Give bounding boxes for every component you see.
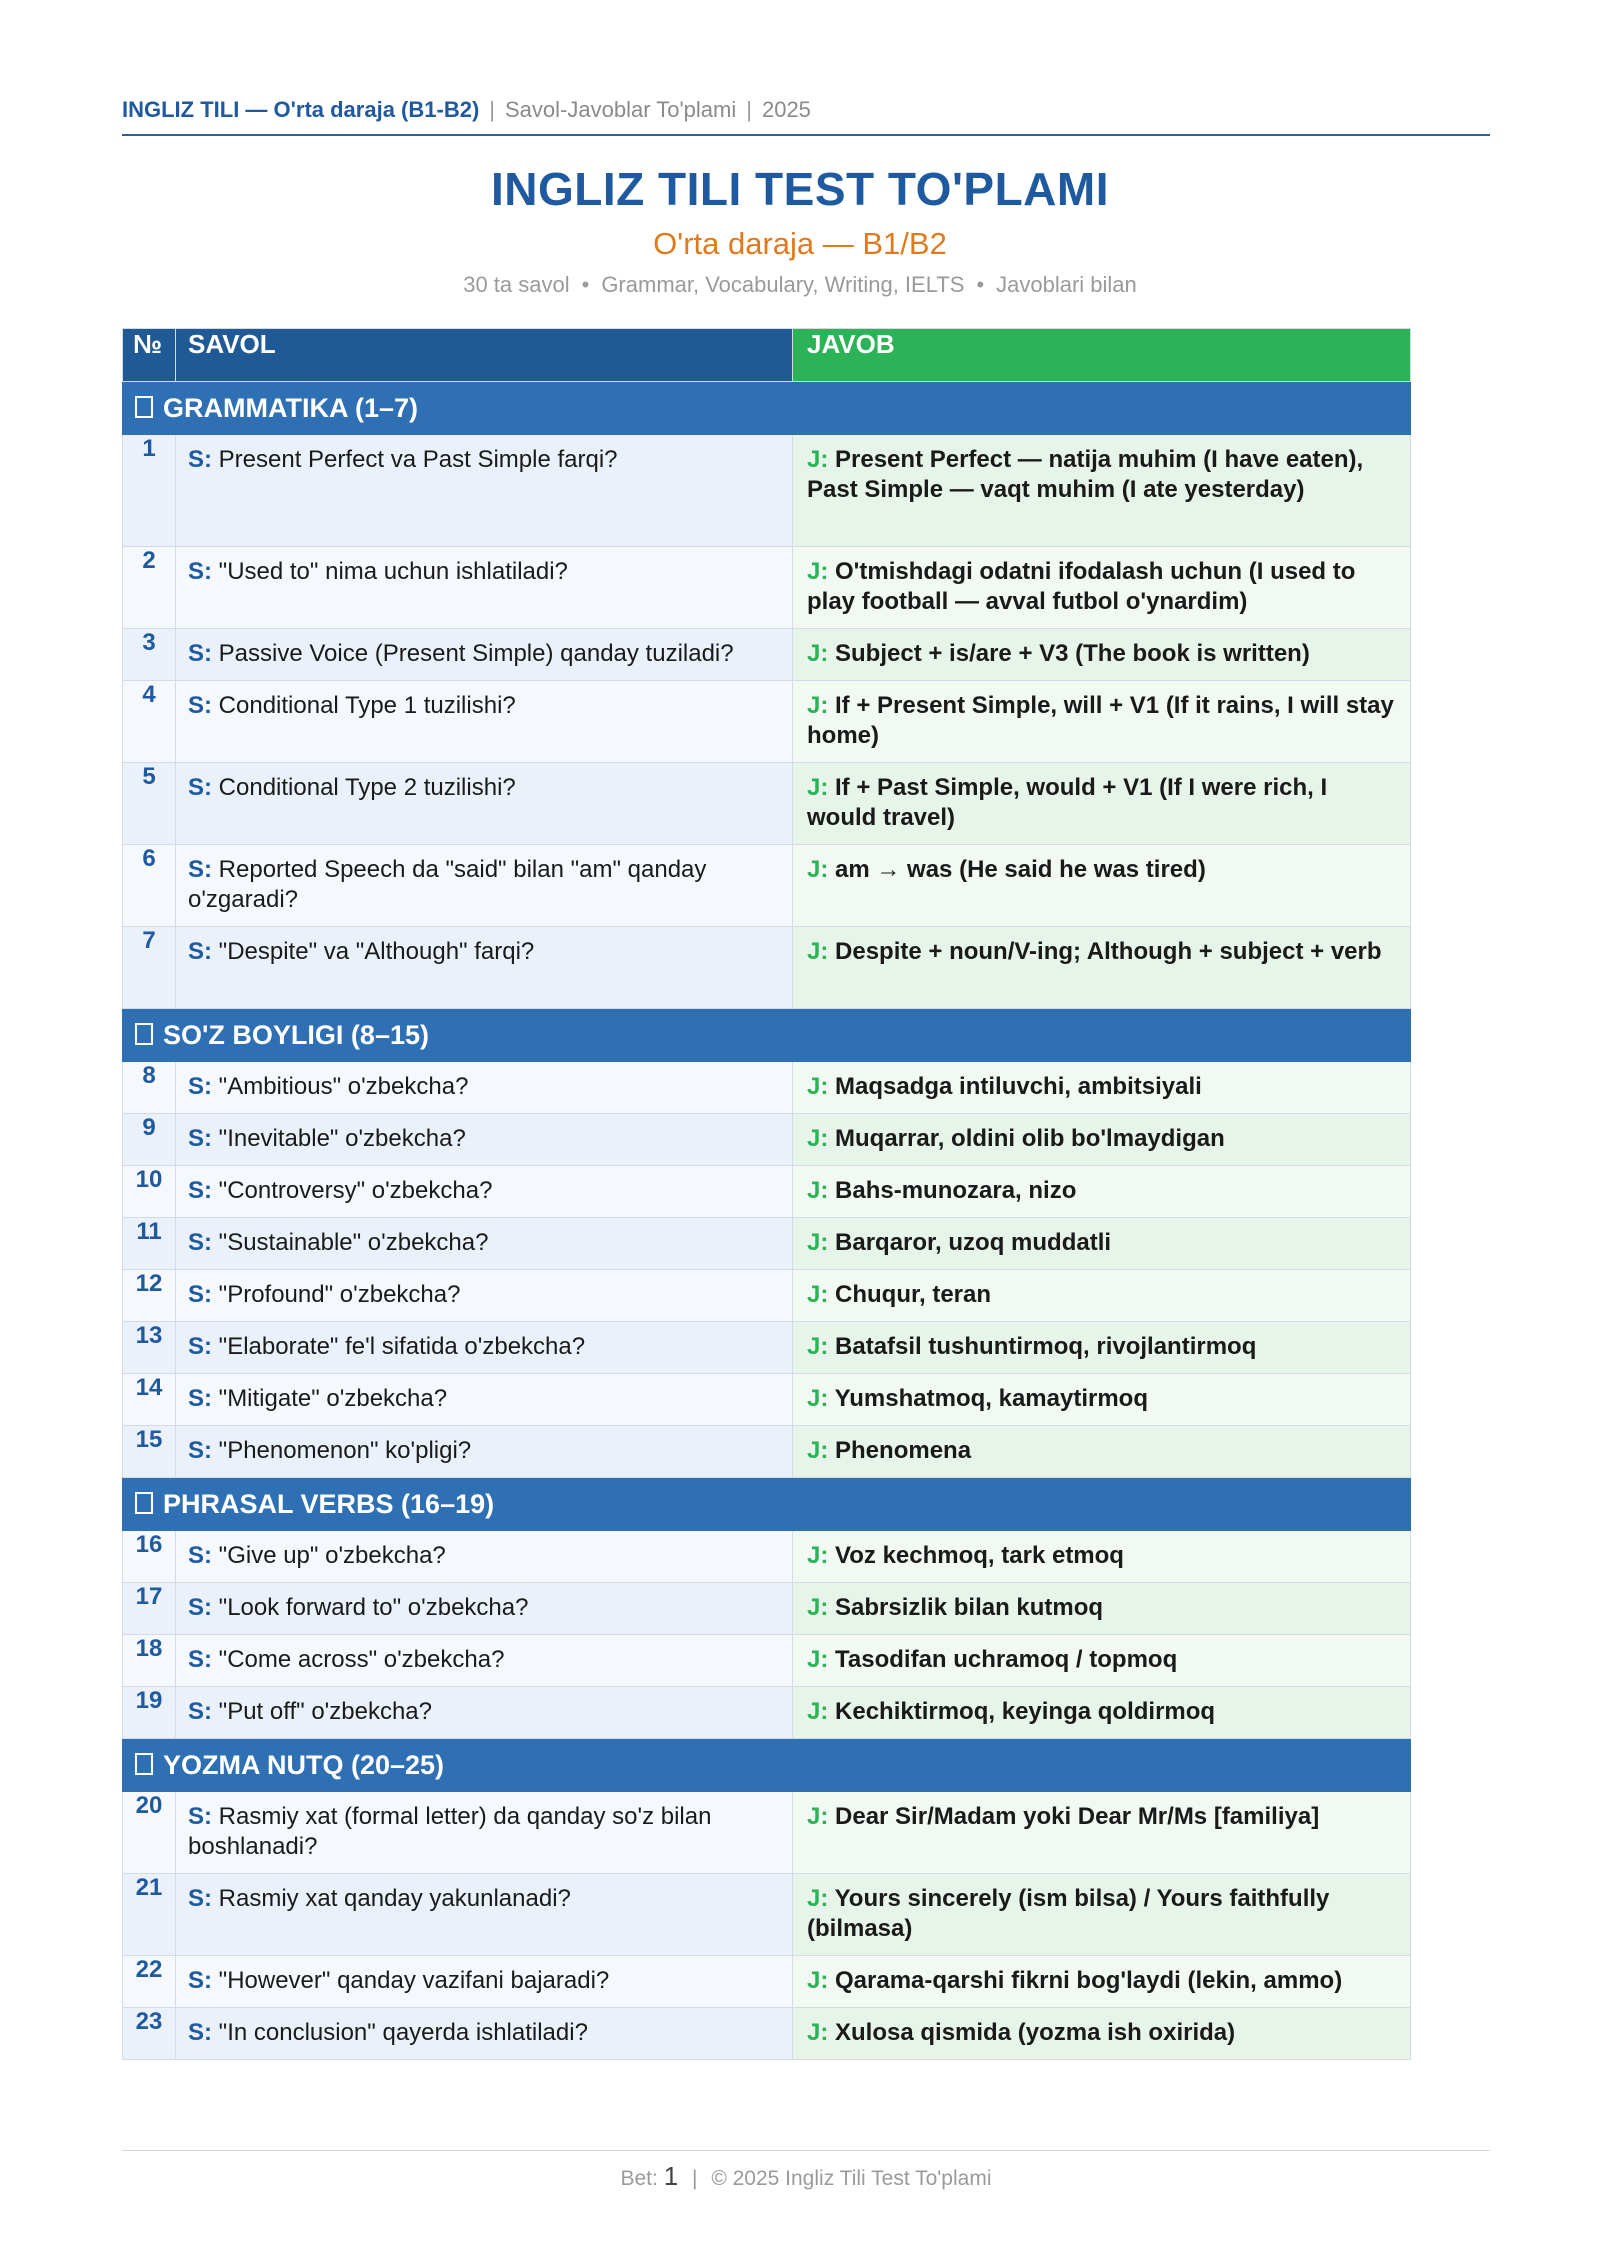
answer-cell bbox=[793, 2008, 1411, 2060]
answer-prefix: J: bbox=[807, 1177, 829, 1204]
section-title: GRAMMATIKA (1–7) bbox=[163, 392, 418, 423]
answer-prefix: J: bbox=[807, 1229, 829, 1256]
answer-cell bbox=[793, 681, 1411, 763]
question-number: 4 bbox=[123, 681, 176, 763]
question-prefix: S: bbox=[188, 1437, 212, 1464]
question-prefix: S: bbox=[188, 1177, 212, 1204]
running-header bbox=[122, 96, 1490, 136]
question-prefix: S: bbox=[188, 774, 212, 801]
question-cell bbox=[176, 1874, 793, 1956]
answer-cell bbox=[793, 1531, 1411, 1583]
question-cell bbox=[176, 763, 793, 845]
answer-text: Phenomena bbox=[835, 1437, 972, 1464]
section-header bbox=[123, 382, 1411, 435]
question-cell bbox=[176, 1687, 793, 1739]
table-row bbox=[123, 1114, 1411, 1166]
answer-cell bbox=[793, 1874, 1411, 1956]
question-text: "Used to" nima uchun ishlatiladi? bbox=[218, 558, 568, 585]
question-cell bbox=[176, 1166, 793, 1218]
section-header bbox=[123, 1739, 1411, 1792]
footer-page-label: Bet: bbox=[620, 2167, 658, 2190]
answer-text: O'tmishdagi odatni ifodalash uchun (I used to play football — avval futbol o'ynardim) bbox=[807, 558, 1356, 615]
header-num: № bbox=[123, 329, 176, 382]
question-text: Rasmiy xat (formal letter) da qanday so'z bilan boshlanadi? bbox=[188, 1803, 712, 1860]
question-cell bbox=[176, 1218, 793, 1270]
question-number: 23 bbox=[123, 2008, 176, 2060]
question-number: 17 bbox=[123, 1583, 176, 1635]
question-prefix: S: bbox=[188, 938, 212, 965]
meta-line bbox=[0, 270, 1600, 300]
answer-prefix: J: bbox=[807, 1073, 829, 1100]
question-cell bbox=[176, 1635, 793, 1687]
answer-cell bbox=[793, 1374, 1411, 1426]
answer-prefix: J: bbox=[807, 692, 829, 719]
page-title: INGLIZ TILI TEST TO'PLAMI bbox=[490, 163, 1109, 215]
answer-prefix: J: bbox=[807, 1803, 829, 1830]
question-prefix: S: bbox=[188, 692, 212, 719]
question-prefix: S: bbox=[188, 1333, 212, 1360]
answer-prefix: J: bbox=[807, 1281, 829, 1308]
answer-text: Qarama-qarshi fikrni bog'laydi (lekin, ammo) bbox=[835, 1967, 1343, 1994]
header-separator: | bbox=[746, 97, 752, 122]
question-number: 6 bbox=[123, 845, 176, 927]
question-text: "Profound" o'zbekcha? bbox=[218, 1281, 461, 1308]
question-number: 10 bbox=[123, 1166, 176, 1218]
question-number: 19 bbox=[123, 1687, 176, 1739]
question-text: "Despite" va "Although" farqi? bbox=[218, 938, 535, 965]
answer-prefix: J: bbox=[807, 1542, 829, 1569]
title-block bbox=[0, 160, 1600, 300]
question-text: "Phenomenon" ko'pligi? bbox=[218, 1437, 472, 1464]
question-text: "However" qanday vazifani bajaradi? bbox=[218, 1967, 610, 1994]
table-row bbox=[123, 1531, 1411, 1583]
question-text: "Controversy" o'zbekcha? bbox=[218, 1177, 493, 1204]
section-header bbox=[123, 1478, 1411, 1531]
answer-text: Dear Sir/Madam yoki Dear Mr/Ms [familiya] bbox=[835, 1803, 1320, 1830]
table-row bbox=[123, 1956, 1411, 2008]
answer-cell bbox=[793, 1270, 1411, 1322]
question-cell bbox=[176, 927, 793, 1009]
answer-cell bbox=[793, 845, 1411, 927]
answer-cell bbox=[793, 1062, 1411, 1114]
answer-text: Bahs-munozara, nizo bbox=[835, 1177, 1077, 1204]
question-number: 7 bbox=[123, 927, 176, 1009]
answer-cell bbox=[793, 1166, 1411, 1218]
table-row bbox=[123, 1687, 1411, 1739]
question-text: "Put off" o'zbekcha? bbox=[218, 1698, 432, 1725]
meta-dot: • bbox=[581, 272, 590, 297]
answer-prefix: J: bbox=[807, 2019, 829, 2046]
answer-prefix: J: bbox=[807, 1885, 829, 1912]
header-separator: | bbox=[489, 97, 495, 122]
answer-text: Despite + noun/V-ing; Although + subject + verb bbox=[835, 938, 1382, 965]
table-row bbox=[123, 1426, 1411, 1478]
table-row bbox=[123, 1874, 1411, 1956]
answer-cell bbox=[793, 1322, 1411, 1374]
section-icon bbox=[135, 1492, 153, 1514]
question-prefix: S: bbox=[188, 1967, 212, 1994]
section-title: SO'Z BOYLIGI (8–15) bbox=[163, 1019, 429, 1050]
answer-cell bbox=[793, 927, 1411, 1009]
question-prefix: S: bbox=[188, 1594, 212, 1621]
answer-prefix: J: bbox=[807, 1594, 829, 1621]
question-text: "Look forward to" o'zbekcha? bbox=[218, 1594, 529, 1621]
question-cell bbox=[176, 1270, 793, 1322]
page-subtitle: O'rta daraja — B1/B2 bbox=[653, 226, 947, 261]
answer-text: Maqsadga intiluvchi, ambitsiyali bbox=[835, 1073, 1202, 1100]
question-cell bbox=[176, 2008, 793, 2060]
section-title: PHRASAL VERBS (16–19) bbox=[163, 1488, 495, 1519]
table-row bbox=[123, 681, 1411, 763]
answer-prefix: J: bbox=[807, 1333, 829, 1360]
answer-text: Muqarrar, oldini olib bo'lmaydigan bbox=[835, 1125, 1225, 1152]
answer-cell bbox=[793, 1218, 1411, 1270]
question-prefix: S: bbox=[188, 640, 212, 667]
answer-cell bbox=[793, 547, 1411, 629]
question-cell bbox=[176, 1583, 793, 1635]
question-cell bbox=[176, 1531, 793, 1583]
question-number: 1 bbox=[123, 435, 176, 547]
answer-cell bbox=[793, 629, 1411, 681]
question-prefix: S: bbox=[188, 1229, 212, 1256]
table-row bbox=[123, 435, 1411, 547]
answer-prefix: J: bbox=[807, 1385, 829, 1412]
question-number: 20 bbox=[123, 1792, 176, 1874]
question-text: Passive Voice (Present Simple) qanday tuziladi? bbox=[218, 640, 734, 667]
question-text: Present Perfect va Past Simple farqi? bbox=[218, 446, 618, 473]
question-prefix: S: bbox=[188, 1885, 212, 1912]
question-cell bbox=[176, 1956, 793, 2008]
meta-topics: Grammar, Vocabulary, Writing, IELTS bbox=[601, 272, 965, 297]
page-footer bbox=[122, 2150, 1490, 2194]
question-prefix: S: bbox=[188, 1385, 212, 1412]
table-row bbox=[123, 927, 1411, 1009]
answer-text: Yumshatmoq, kamaytirmoq bbox=[834, 1385, 1148, 1412]
question-number: 3 bbox=[123, 629, 176, 681]
question-cell bbox=[176, 1426, 793, 1478]
answer-text: Tasodifan uchramoq / topmoq bbox=[835, 1646, 1178, 1673]
question-prefix: S: bbox=[188, 2019, 212, 2046]
section-header bbox=[123, 1009, 1411, 1062]
answer-text: Voz kechmoq, tark etmoq bbox=[835, 1542, 1124, 1569]
section-header-row bbox=[123, 1478, 1411, 1531]
question-number: 21 bbox=[123, 1874, 176, 1956]
question-prefix: S: bbox=[188, 1073, 212, 1100]
section-icon bbox=[135, 396, 153, 418]
question-prefix: S: bbox=[188, 1125, 212, 1152]
answer-text: Barqaror, uzoq muddatli bbox=[835, 1229, 1112, 1256]
question-number: 18 bbox=[123, 1635, 176, 1687]
question-prefix: S: bbox=[188, 1698, 212, 1725]
question-number: 9 bbox=[123, 1114, 176, 1166]
question-number: 8 bbox=[123, 1062, 176, 1114]
question-number: 2 bbox=[123, 547, 176, 629]
answer-text: am → was (He said he was tired) bbox=[835, 856, 1206, 883]
question-prefix: S: bbox=[188, 856, 212, 883]
question-text: Conditional Type 2 tuzilishi? bbox=[218, 774, 516, 801]
question-text: "Elaborate" fe'l sifatida o'zbekcha? bbox=[218, 1333, 586, 1360]
header-answer: JAVOB bbox=[793, 329, 1411, 382]
question-cell bbox=[176, 1792, 793, 1874]
answer-prefix: J: bbox=[807, 446, 829, 473]
answer-text: Sabrsizlik bilan kutmoq bbox=[835, 1594, 1104, 1621]
footer-page-number: 1 bbox=[663, 2161, 679, 2191]
table-row bbox=[123, 1218, 1411, 1270]
section-header-row bbox=[123, 382, 1411, 435]
answer-cell bbox=[793, 1792, 1411, 1874]
question-number: 11 bbox=[123, 1218, 176, 1270]
qa-table-body bbox=[123, 382, 1411, 2060]
table-row bbox=[123, 2008, 1411, 2060]
header-question: SAVOL bbox=[176, 329, 793, 382]
answer-cell bbox=[793, 1635, 1411, 1687]
table-row bbox=[123, 1635, 1411, 1687]
answer-prefix: J: bbox=[807, 640, 829, 667]
question-prefix: S: bbox=[188, 446, 212, 473]
question-cell bbox=[176, 681, 793, 763]
meta-dot: • bbox=[976, 272, 985, 297]
table-row bbox=[123, 1166, 1411, 1218]
answer-prefix: J: bbox=[807, 1437, 829, 1464]
answer-cell bbox=[793, 1583, 1411, 1635]
question-text: "In conclusion" qayerda ishlatiladi? bbox=[218, 2019, 588, 2046]
answer-text: Yours sincerely (ism bilsa) / Yours faithfully (bilmasa) bbox=[807, 1885, 1330, 1942]
section-header-row bbox=[123, 1739, 1411, 1792]
question-text: "Give up" o'zbekcha? bbox=[218, 1542, 446, 1569]
answer-prefix: J: bbox=[807, 1125, 829, 1152]
answer-cell bbox=[793, 763, 1411, 845]
section-header-row bbox=[123, 1009, 1411, 1062]
answer-cell bbox=[793, 435, 1411, 547]
question-text: "Come across" o'zbekcha? bbox=[218, 1646, 505, 1673]
header-year: 2025 bbox=[761, 97, 811, 122]
question-text: "Mitigate" o'zbekcha? bbox=[218, 1385, 448, 1412]
answer-prefix: J: bbox=[807, 1698, 829, 1725]
table-row bbox=[123, 1583, 1411, 1635]
answer-cell bbox=[793, 1956, 1411, 2008]
answer-cell bbox=[793, 1687, 1411, 1739]
answer-prefix: J: bbox=[807, 938, 829, 965]
question-cell bbox=[176, 547, 793, 629]
question-cell bbox=[176, 1114, 793, 1166]
question-number: 15 bbox=[123, 1426, 176, 1478]
question-cell bbox=[176, 1322, 793, 1374]
question-text: "Inevitable" o'zbekcha? bbox=[218, 1125, 466, 1152]
answer-cell bbox=[793, 1426, 1411, 1478]
footer-copyright: © 2025 Ingliz Tili Test To'plami bbox=[711, 2167, 992, 2190]
table-header-row bbox=[123, 329, 1411, 382]
answer-prefix: J: bbox=[807, 856, 829, 883]
answer-prefix: J: bbox=[807, 558, 829, 585]
table-row bbox=[123, 1792, 1411, 1874]
table-row bbox=[123, 547, 1411, 629]
table-row bbox=[123, 1374, 1411, 1426]
question-cell bbox=[176, 629, 793, 681]
table-row bbox=[123, 1270, 1411, 1322]
question-number: 12 bbox=[123, 1270, 176, 1322]
footer-separator: | bbox=[692, 2167, 698, 2190]
question-prefix: S: bbox=[188, 1803, 212, 1830]
table-row bbox=[123, 1062, 1411, 1114]
question-text: "Ambitious" o'zbekcha? bbox=[218, 1073, 469, 1100]
answer-prefix: J: bbox=[807, 1967, 829, 1994]
answer-text: If + Present Simple, will + V1 (If it rains, I will stay home) bbox=[807, 692, 1394, 749]
meta-question-count: 30 ta savol bbox=[463, 272, 570, 297]
answer-cell bbox=[793, 1114, 1411, 1166]
question-prefix: S: bbox=[188, 558, 212, 585]
section-icon bbox=[135, 1753, 153, 1775]
qa-table bbox=[122, 328, 1411, 2060]
answer-text: Xulosa qismida (yozma ish oxirida) bbox=[835, 2019, 1236, 2046]
question-number: 14 bbox=[123, 1374, 176, 1426]
question-cell bbox=[176, 435, 793, 547]
table-row bbox=[123, 763, 1411, 845]
answer-text: Subject + is/are + V3 (The book is written) bbox=[835, 640, 1310, 667]
answer-prefix: J: bbox=[807, 1646, 829, 1673]
answer-text: Present Perfect — natija muhim (I have eaten), Past Simple — vaqt muhim (I ate yesterday) bbox=[807, 446, 1364, 503]
answer-text: Kechiktirmoq, keyinga qoldirmoq bbox=[835, 1698, 1216, 1725]
header-doc-type: Savol-Javoblar To'plami bbox=[505, 97, 737, 122]
section-icon bbox=[135, 1023, 153, 1045]
question-number: 16 bbox=[123, 1531, 176, 1583]
answer-text: Batafsil tushuntirmoq, rivojlantirmoq bbox=[835, 1333, 1257, 1360]
question-number: 5 bbox=[123, 763, 176, 845]
question-cell bbox=[176, 1062, 793, 1114]
meta-answers-note: Javoblari bilan bbox=[996, 272, 1137, 297]
section-title: YOZMA NUTQ (20–25) bbox=[163, 1749, 445, 1780]
answer-text: If + Past Simple, would + V1 (If I were rich, I would travel) bbox=[807, 774, 1328, 831]
question-text: Conditional Type 1 tuzilishi? bbox=[218, 692, 516, 719]
question-text: "Sustainable" o'zbekcha? bbox=[218, 1229, 489, 1256]
header-brand: INGLIZ TILI — O'rta daraja (B1-B2) bbox=[122, 97, 480, 122]
table-row bbox=[123, 845, 1411, 927]
question-prefix: S: bbox=[188, 1281, 212, 1308]
question-number: 13 bbox=[123, 1322, 176, 1374]
question-number: 22 bbox=[123, 1956, 176, 2008]
table-row bbox=[123, 629, 1411, 681]
answer-prefix: J: bbox=[807, 774, 829, 801]
question-cell bbox=[176, 1374, 793, 1426]
question-text: Reported Speech da "said" bilan "am" qanday o'zgaradi? bbox=[188, 856, 707, 913]
answer-text: Chuqur, teran bbox=[835, 1281, 992, 1308]
question-prefix: S: bbox=[188, 1542, 212, 1569]
table-row bbox=[123, 1322, 1411, 1374]
question-text: Rasmiy xat qanday yakunlanadi? bbox=[218, 1885, 571, 1912]
question-prefix: S: bbox=[188, 1646, 212, 1673]
question-cell bbox=[176, 845, 793, 927]
